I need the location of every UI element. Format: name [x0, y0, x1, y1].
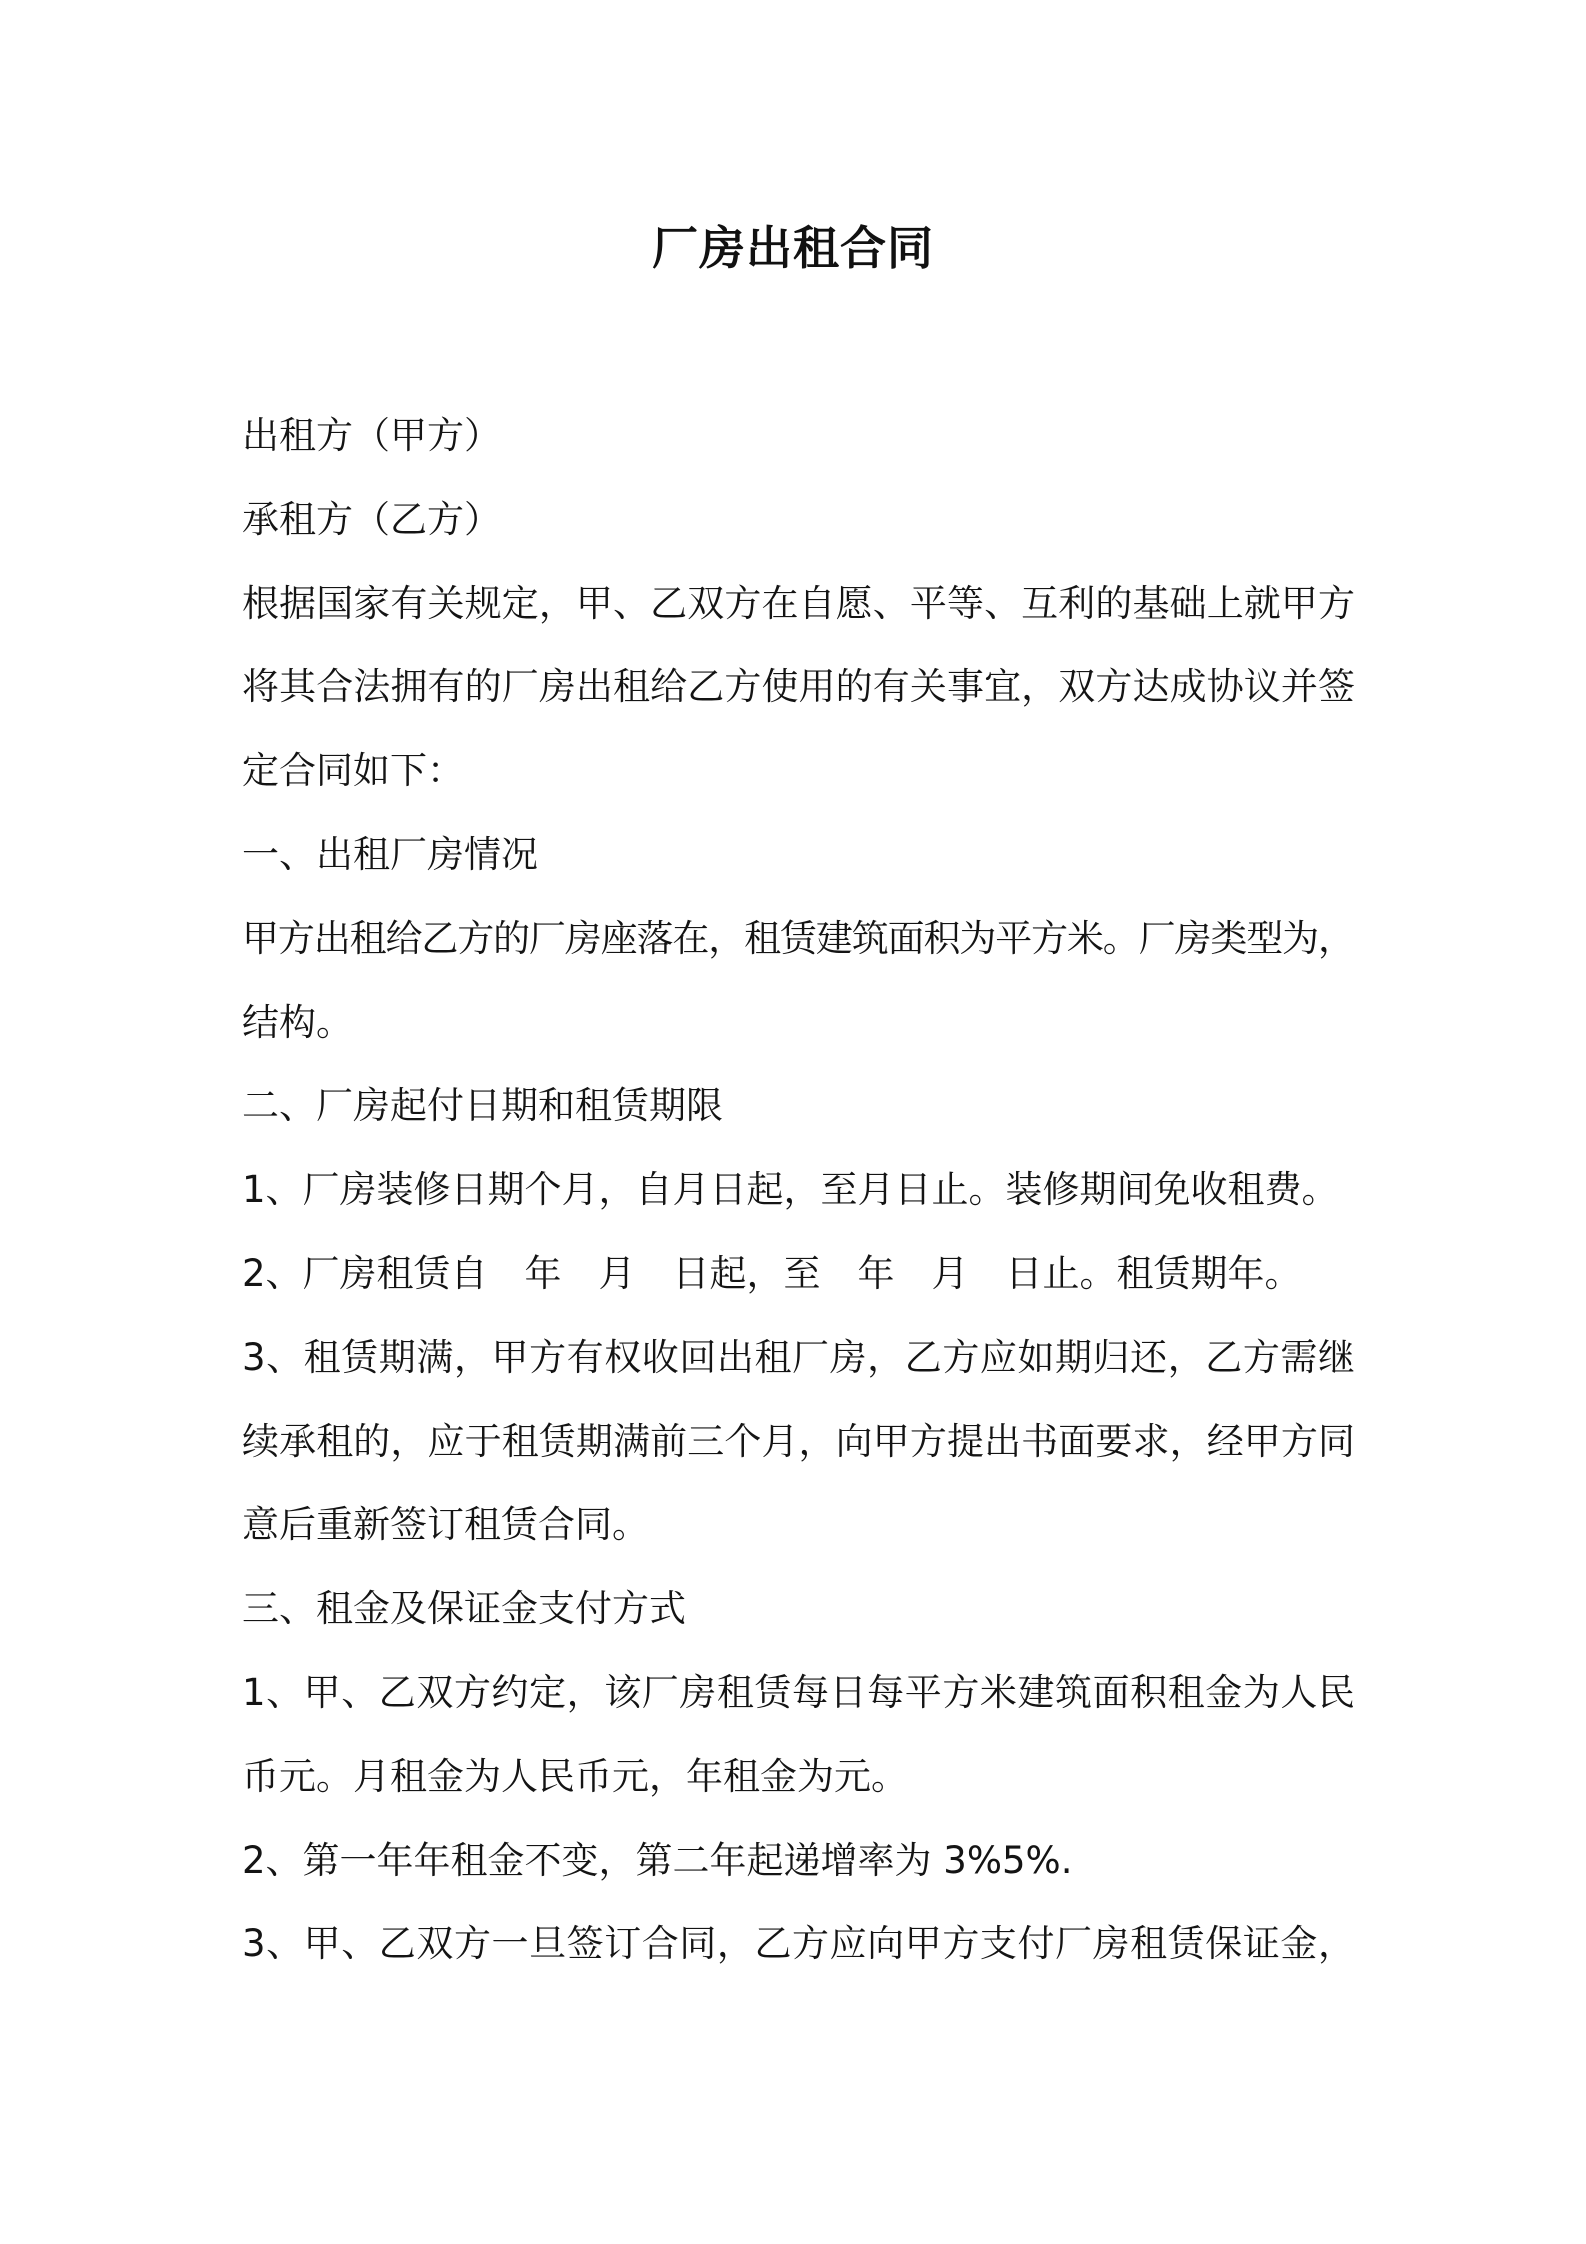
- clause-line: [242, 1400, 1355, 1484]
- paragraph-line: [242, 981, 1355, 1065]
- clause-line: [242, 1316, 1355, 1400]
- section-heading: [242, 1064, 1355, 1148]
- contract-body: [242, 394, 1355, 1986]
- clause-text: 2、第一年年租金不变，第二年起递增率为 3%5%.: [242, 1838, 1073, 1882]
- clause-line: [242, 1232, 1355, 1316]
- clause-line: [242, 1819, 1355, 1903]
- section-heading-text: 三、租金及保证金支付方式: [242, 1587, 686, 1631]
- clause-text: 2、厂房租赁自 年 月 日起，至 年 月 日止。租赁期年。: [242, 1251, 1302, 1295]
- page-title: 厂房出租合同: [652, 221, 934, 275]
- paragraph-line: [242, 562, 1355, 646]
- clause-text: 币元。月租金为人民币元，年租金为元。: [242, 1754, 908, 1798]
- lessee-line: [242, 478, 1355, 562]
- clause-text: 续承租的，应于租赁期满前三个月，向甲方提出书面要求，经甲方同: [242, 1419, 1356, 1463]
- section-heading: [242, 1567, 1355, 1651]
- paragraph-line: [242, 645, 1355, 729]
- clause-line: [242, 1483, 1355, 1567]
- clause-text: 3、租赁期满，甲方有权收回出租厂房，乙方应如期归还，乙方需继: [242, 1335, 1356, 1379]
- paragraph-text: 定合同如下：: [242, 749, 464, 793]
- section-heading-text: 二、厂房起付日期和租赁期限: [242, 1084, 723, 1128]
- lessor-line: [242, 394, 1355, 478]
- paragraph-text: 将其合法拥有的厂房出租给乙方使用的有关事宜，双方达成协议并签: [242, 665, 1356, 709]
- paragraph-line: [242, 729, 1355, 813]
- paragraph-line: [242, 897, 1355, 981]
- section-heading-text: 一、出租厂房情况: [242, 832, 538, 876]
- lessee-label: 承租方（乙方）: [242, 497, 501, 541]
- clause-text: 3、甲、乙双方一旦签订合同，乙方应向甲方支付厂房租赁保证金，: [242, 1922, 1356, 1966]
- clause-text: 1、厂房装修日期个月，自月日起，至月日止。装修期间免收租费。: [242, 1168, 1339, 1212]
- clause-line: [242, 1902, 1355, 1986]
- clause-text: 1、甲、乙双方约定，该厂房租赁每日每平方米建筑面积租金为人民: [242, 1670, 1356, 1714]
- clause-line: [242, 1651, 1355, 1735]
- paragraph-text: 结构。: [242, 1000, 353, 1044]
- section-heading: [242, 813, 1355, 897]
- clause-line: [242, 1735, 1355, 1819]
- clause-line: [242, 1148, 1355, 1232]
- paragraph-text: 甲方出租给乙方的厂房座落在，租赁建筑面积为平方米。厂房类型为，: [242, 916, 1354, 960]
- lessor-label: 出租方（甲方）: [242, 414, 501, 457]
- paragraph-text: 根据国家有关规定，甲、乙双方在自愿、平等、互利的基础上就甲方: [242, 581, 1356, 625]
- clause-text: 意后重新签订租赁合同。: [242, 1503, 649, 1547]
